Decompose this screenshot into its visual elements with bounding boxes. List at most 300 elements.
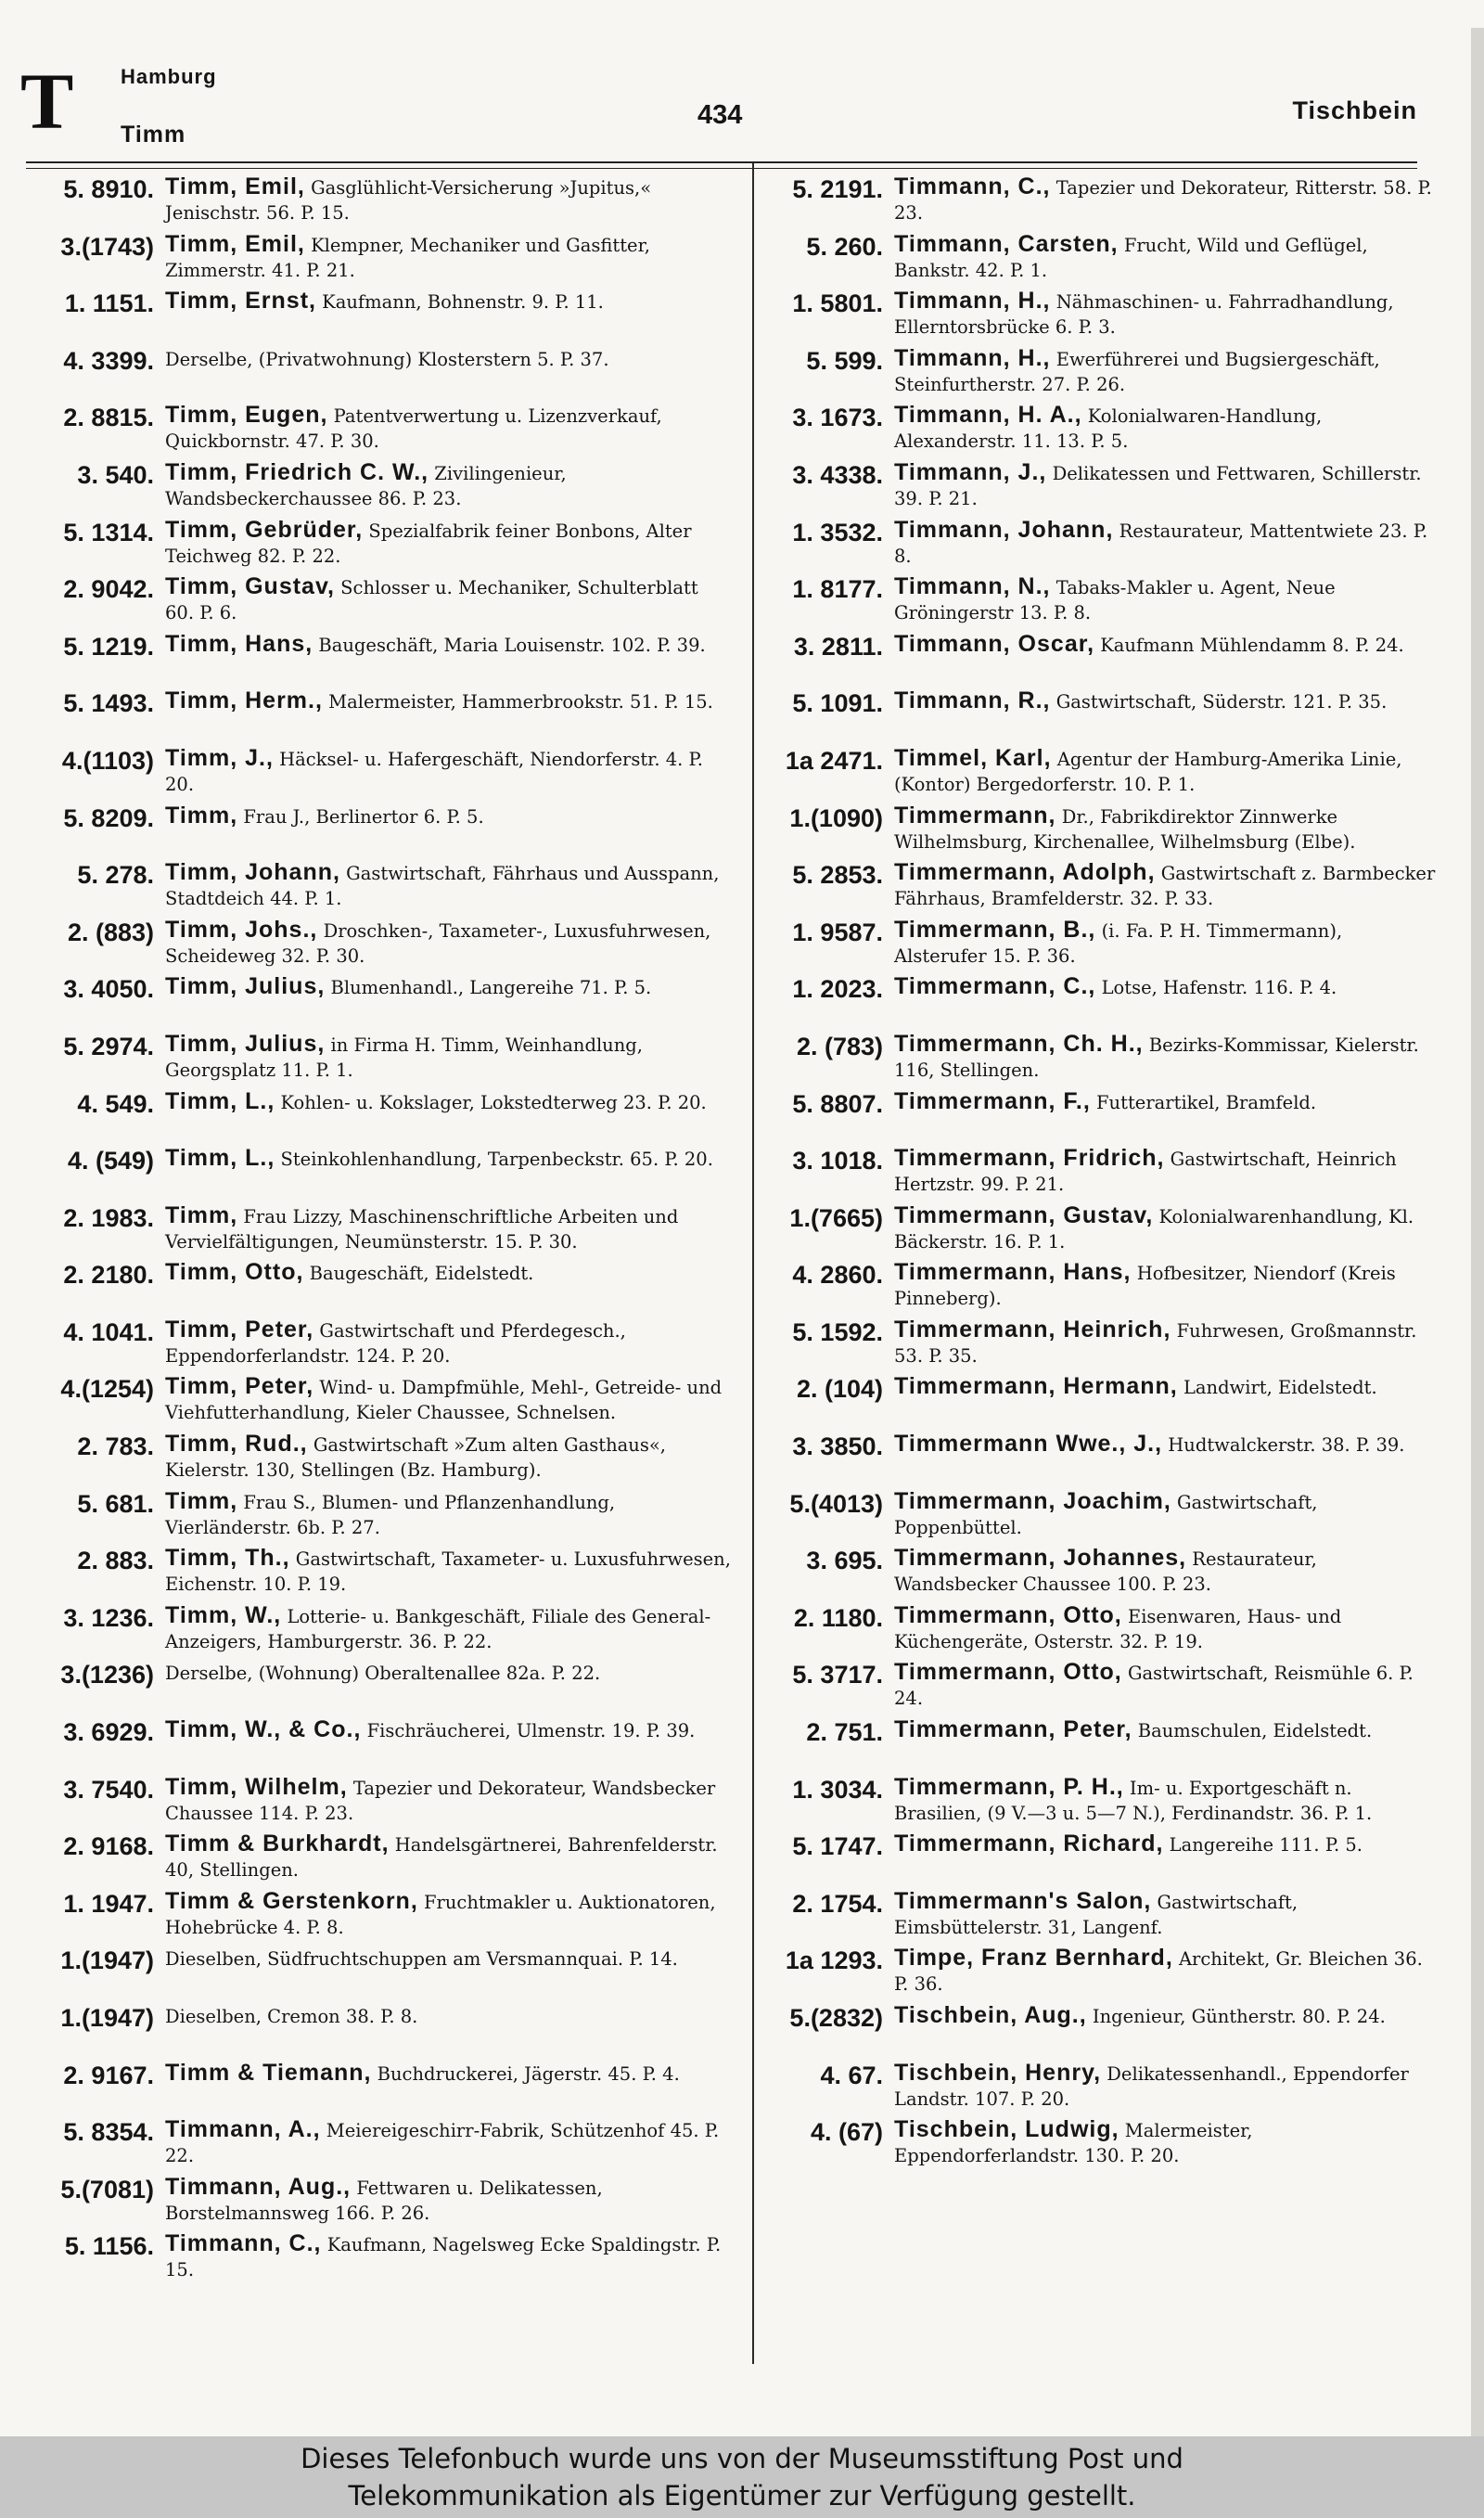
phone-number: 1.(1947) bbox=[60, 2004, 154, 2032]
subscriber-name: Timm, Peter, bbox=[165, 1316, 314, 1343]
phone-number: 3. 7540. bbox=[63, 1775, 154, 1804]
subscriber-detail: Kohlen- u. Kokslager, Lokstedterweg 23. P. 20. bbox=[280, 1091, 707, 1113]
subscriber-detail: Ingenieur, Güntherstr. 80. P. 24. bbox=[1092, 2006, 1386, 2027]
subscriber-name: Timm, Julius, bbox=[165, 973, 326, 1000]
phone-number: 1.(1947) bbox=[60, 1946, 154, 1975]
phone-number: 3. 3850. bbox=[792, 1432, 883, 1461]
subscriber-detail: Derselbe, (Wohnung) Oberaltenallee 82a. P. 22. bbox=[165, 1663, 601, 1685]
subscriber-name: Timmermann's Salon, bbox=[894, 1887, 1152, 1914]
subscriber-name: Timm, Hans, bbox=[165, 630, 313, 657]
phone-number: 4. (67) bbox=[810, 2118, 883, 2147]
phone-number: 1a 1293. bbox=[785, 1946, 883, 1975]
entry-text bbox=[894, 1144, 1438, 1197]
phone-number: 4.(1254) bbox=[60, 1375, 154, 1404]
subscriber-detail: Baugeschäft, Eidelstedt. bbox=[309, 1263, 534, 1285]
directory-entry bbox=[749, 1030, 1438, 1087]
directory-entry bbox=[26, 1544, 731, 1601]
phone-number: 1. 9587. bbox=[792, 918, 883, 946]
subscriber-detail: Gastwirtschaft »Zum alten Gasthaus«, Kielerstr. 130, Stellingen (Bz. Hamburg). bbox=[165, 1434, 666, 1482]
subscriber-detail: Hudtwalckerstr. 38. P. 39. bbox=[1168, 1434, 1405, 1457]
subscriber-detail: Dr., Fabrikdirektor Zinnwerke Wilhelmsburg, Kirchenallee, Wilhelmsburg (Elbe). bbox=[894, 805, 1356, 853]
entry-text bbox=[894, 230, 1438, 283]
page-number: 434 bbox=[697, 100, 743, 130]
directory-entry bbox=[26, 687, 731, 744]
directory-entry bbox=[749, 287, 1438, 344]
phone-number: 3. 4338. bbox=[792, 460, 883, 489]
entry-text bbox=[165, 1258, 731, 1286]
subscriber-detail: in Firma H. Timm, Weinhandlung, Georgsplatz 11. P. 1. bbox=[165, 1034, 643, 1081]
subscriber-detail: Nähmaschinen- u. Fahrradhandlung, Ellerntorsbrücke 6. P. 3. bbox=[894, 291, 1394, 339]
entry-text bbox=[165, 972, 731, 1000]
phone-number: 4. 3399. bbox=[63, 346, 154, 375]
entry-text bbox=[165, 802, 731, 829]
phone-number: 1. 5801. bbox=[792, 289, 883, 318]
subscriber-name: Timmermann, C., bbox=[894, 973, 1096, 1000]
directory-entry bbox=[26, 1944, 731, 2001]
entry-text bbox=[165, 1544, 731, 1597]
directory-entry bbox=[26, 1887, 731, 1945]
subscriber-name: Timm, Gebrüder, bbox=[165, 516, 364, 543]
entry-text bbox=[165, 1201, 731, 1254]
entry-text bbox=[165, 1715, 731, 1743]
subscriber-detail: Agentur der Hamburg-Amerika Linie, (Kontor) Bergedorferstr. 10. P. 1. bbox=[894, 748, 1402, 795]
entry-text bbox=[165, 630, 731, 658]
subscriber-detail: Kolonialwarenhandlung, Kl. Bäckerstr. 16. P. 1. bbox=[894, 1205, 1414, 1253]
phone-number: 5.(4013) bbox=[789, 1489, 883, 1518]
entry-text bbox=[165, 1087, 731, 1115]
subscriber-name: Timmermann, F., bbox=[894, 1087, 1091, 1114]
directory-entry bbox=[749, 1944, 1438, 2001]
subscriber-name: Timm, Johann, bbox=[165, 859, 340, 886]
subscriber-name: Timmermann, Johannes, bbox=[894, 1545, 1187, 1572]
subscriber-name: Timmann, Aug., bbox=[165, 2173, 352, 2200]
entry-text bbox=[165, 1030, 731, 1083]
entry-text bbox=[165, 687, 731, 714]
directory-entry bbox=[749, 2115, 1438, 2173]
subscriber-detail: Gastwirtschaft, Eimsbüttelerstr. 31, Langenf. bbox=[894, 1891, 1298, 1938]
subscriber-name: Timm & Tiemann, bbox=[165, 2059, 372, 2086]
entry-text bbox=[165, 2115, 731, 2168]
subscriber-detail: Tabaks-Makler u. Agent, Neue Gröningerstr 13. P. 8. bbox=[894, 577, 1336, 624]
subscriber-detail: Dieselben, Südfruchtschuppen am Versmannquai. P. 14. bbox=[165, 1948, 678, 1971]
footer-line-2: Telekommunikation als Eigentümer zur Verfügung gestellt. bbox=[348, 2480, 1136, 2512]
directory-entry bbox=[26, 572, 731, 630]
subscriber-detail: Landwirt, Eidelstedt. bbox=[1183, 1377, 1377, 1399]
subscriber-name: Timm, Wilhelm, bbox=[165, 1773, 348, 1800]
phone-number: 1. 3034. bbox=[792, 1775, 883, 1804]
subscriber-detail: Buchdruckerei, Jägerstr. 45. P. 4. bbox=[377, 2062, 680, 2085]
subscriber-name: Tischbein, Henry, bbox=[894, 2059, 1102, 2086]
subscriber-detail: Häcksel- u. Hafergeschäft, Niendorferstr. 4. P. 20. bbox=[165, 748, 703, 795]
directory-entry bbox=[749, 630, 1438, 687]
subscriber-detail: Klempner, Mechaniker und Gasfitter, Zimmerstr. 41. P. 21. bbox=[165, 234, 650, 281]
header-rule bbox=[26, 161, 1417, 169]
entry-text bbox=[165, 2059, 731, 2087]
subscriber-detail: Gastwirtschaft und Pferdegesch., Eppendorferlandstr. 124. P. 20. bbox=[165, 1319, 626, 1367]
subscriber-detail: Kaufmann Mühlendamm 8. P. 24. bbox=[1100, 634, 1404, 656]
subscriber-detail: Blumenhandl., Langereihe 71. P. 5. bbox=[330, 977, 652, 999]
subscriber-name: Timm, Friedrich C. W., bbox=[165, 458, 429, 485]
directory-entry bbox=[749, 972, 1438, 1030]
subscriber-detail: Spezialfabrik feiner Bonbons, Alter Teichweg 82. P. 22. bbox=[165, 520, 692, 567]
subscriber-detail: (i. Fa. P. H. Timmermann), Alsterufer 15. P. 36. bbox=[894, 919, 1343, 967]
entry-text bbox=[165, 858, 731, 911]
subscriber-name: Timmermann, bbox=[894, 802, 1056, 829]
phone-number: 2. 9168. bbox=[63, 1832, 154, 1861]
subscriber-name: Timm, J., bbox=[165, 744, 274, 771]
subscriber-detail: Zivilingenieur, Wandsbeckerchaussee 86. P. 23. bbox=[165, 462, 567, 509]
subscriber-name: Timm, Herm., bbox=[165, 687, 323, 714]
directory-entry bbox=[749, 1144, 1438, 1201]
directory-entry bbox=[749, 344, 1438, 402]
subscriber-detail: Gastwirtschaft, Taxameter- u. Luxusfuhrwesen, Eichenstr. 10. P. 19. bbox=[165, 1548, 731, 1596]
subscriber-name: Timmann, H., bbox=[894, 288, 1051, 315]
subscriber-name: Timm, bbox=[165, 1487, 238, 1514]
page-edge bbox=[1471, 28, 1484, 2436]
phone-number: 5.(2832) bbox=[789, 2004, 883, 2032]
directory-entry bbox=[749, 572, 1438, 630]
phone-number: 5. 1156. bbox=[64, 2232, 154, 2261]
subscriber-detail: Frucht, Wild und Geflügel, Bankstr. 42. P. 1. bbox=[894, 234, 1368, 281]
phone-number: 5. 8807. bbox=[792, 1089, 883, 1118]
directory-entry bbox=[749, 1316, 1438, 1373]
phone-number: 1.(1090) bbox=[789, 803, 883, 832]
directory-entry bbox=[26, 1715, 731, 1773]
entry-text bbox=[165, 344, 731, 372]
phone-number: 3. 1018. bbox=[792, 1147, 883, 1175]
directory-entry bbox=[26, 173, 731, 230]
directory-entry bbox=[749, 1544, 1438, 1601]
phone-number: 5. 1314. bbox=[63, 518, 154, 546]
directory-entry bbox=[749, 173, 1438, 230]
directory-entry bbox=[26, 1601, 731, 1659]
entry-text bbox=[165, 1430, 731, 1483]
directory-entry bbox=[749, 1773, 1438, 1831]
entry-text bbox=[894, 572, 1438, 625]
directory-entry bbox=[26, 972, 731, 1030]
phone-number: 5. 2853. bbox=[792, 861, 883, 890]
subscriber-detail: Ewerführerei und Bugsiergeschäft, Steinfurtherstr. 27. P. 26. bbox=[894, 348, 1380, 395]
phone-number: 5. 2191. bbox=[792, 175, 883, 203]
subscriber-name: Timmermann, Richard, bbox=[894, 1831, 1164, 1857]
subscriber-name: Timmann, Carsten, bbox=[894, 230, 1119, 257]
subscriber-detail: Hofbesitzer, Niendorf (Kreis Pinneberg). bbox=[894, 1263, 1396, 1310]
phone-number: 5. 260. bbox=[806, 232, 883, 261]
directory-entry bbox=[26, 802, 731, 859]
subscriber-detail: Lotterie- u. Bankgeschäft, Filiale des General-Anzeigers, Hamburgerstr. 36. P. 22. bbox=[165, 1605, 711, 1652]
entry-text bbox=[894, 1258, 1438, 1311]
entry-text bbox=[894, 1944, 1438, 1997]
directory-entry bbox=[26, 1658, 731, 1715]
subscriber-detail: Eisenwaren, Haus- und Küchengeräte, Osterstr. 32. P. 19. bbox=[894, 1605, 1342, 1652]
entry-text bbox=[165, 1372, 731, 1425]
subscriber-detail: Gastwirtschaft z. Barmbecker Fährhaus, Bramfelderstr. 32. P. 33. bbox=[894, 863, 1436, 910]
subscriber-name: Timm, Eugen, bbox=[165, 402, 328, 429]
subscriber-detail: Langereihe 111. P. 5. bbox=[1169, 1834, 1362, 1856]
phone-number: 1. 8177. bbox=[792, 575, 883, 604]
directory-entry bbox=[26, 1087, 731, 1145]
phone-number: 4. 1041. bbox=[63, 1317, 154, 1346]
subscriber-detail: Bezirks-Kommissar, Kielerstr. 116, Stellingen. bbox=[894, 1034, 1419, 1081]
subscriber-detail: Frau Lizzy, Maschinenschriftliche Arbeiten und Vervielfältigungen, Neumünsterstr. 15. P. 30. bbox=[165, 1205, 679, 1253]
subscriber-detail: Frau J., Berlinertor 6. P. 5. bbox=[243, 805, 484, 828]
subscriber-name: Timmermann, Otto, bbox=[894, 1601, 1122, 1628]
entry-text bbox=[165, 1601, 731, 1654]
directory-entry bbox=[26, 2115, 731, 2173]
phone-number: 5. 278. bbox=[77, 861, 154, 890]
subscriber-detail: Kaufmann, Bohnenstr. 9. P. 11. bbox=[322, 291, 604, 314]
directory-entry bbox=[26, 458, 731, 516]
subscriber-name: Timmermann, Ch. H., bbox=[894, 1030, 1144, 1057]
phone-number: 2. 9167. bbox=[63, 2061, 154, 2089]
entry-text bbox=[894, 630, 1438, 658]
directory-entry bbox=[749, 1372, 1438, 1430]
subscriber-name: Timm, Otto, bbox=[165, 1259, 304, 1286]
directory-entry bbox=[749, 1830, 1438, 1887]
subscriber-name: Timmann, J., bbox=[894, 458, 1047, 485]
directory-entry bbox=[26, 1144, 731, 1201]
entry-text bbox=[894, 858, 1438, 911]
subscriber-detail: Im- u. Exportgeschäft n. Brasilien, (9 V.—3 u. 5—7 N.), Ferdinandstr. 36. P. 1. bbox=[894, 1777, 1373, 1824]
subscriber-detail: Steinkohlenhandlung, Tarpenbeckstr. 65. P. 20. bbox=[280, 1149, 713, 1171]
subscriber-name: Tischbein, Aug., bbox=[894, 2002, 1087, 2028]
phone-number: 4. 549. bbox=[77, 1089, 154, 1118]
entry-text bbox=[165, 1830, 731, 1882]
entry-text bbox=[894, 1372, 1438, 1400]
phone-number: 1. 2023. bbox=[792, 975, 883, 1004]
phone-number: 2. 9042. bbox=[63, 575, 154, 604]
subscriber-name: Timmann, A., bbox=[165, 2116, 321, 2143]
phone-number: 3. 6929. bbox=[63, 1718, 154, 1747]
phone-number: 1a 2471. bbox=[785, 746, 883, 775]
footer-line-1: Dieses Telefonbuch wurde uns von der Museumsstiftung Post und bbox=[301, 2443, 1183, 2474]
directory-entry bbox=[749, 744, 1438, 802]
subscriber-name: Timmermann Wwe., J., bbox=[894, 1431, 1163, 1458]
entry-text bbox=[165, 916, 731, 969]
entry-text bbox=[894, 401, 1438, 454]
subscriber-name: Timm, Emil, bbox=[165, 173, 305, 199]
entry-text bbox=[894, 516, 1438, 569]
entry-text bbox=[165, 1944, 731, 1972]
directory-entry bbox=[26, 1316, 731, 1373]
subscriber-name: Timmermann, Heinrich, bbox=[894, 1316, 1171, 1343]
entry-text bbox=[894, 458, 1438, 511]
phone-number: 3. 695. bbox=[806, 1547, 883, 1575]
subscriber-detail: Handelsgärtnerei, Bahrenfelderstr. 40, Stellingen. bbox=[165, 1834, 718, 1882]
directory-entry bbox=[749, 458, 1438, 516]
phone-number: 2. 751. bbox=[806, 1718, 883, 1747]
directory-entry bbox=[26, 230, 731, 288]
subscriber-detail: Frau S., Blumen- und Pflanzenhandlung, Vierländerstr. 6b. P. 27. bbox=[165, 1491, 616, 1538]
subscriber-detail: Gastwirtschaft, Reismühle 6. P. 24. bbox=[894, 1663, 1414, 1710]
phone-number: 5. 1219. bbox=[63, 632, 154, 661]
directory-entry bbox=[26, 1201, 731, 1259]
phone-number: 5. 599. bbox=[806, 346, 883, 375]
entry-text bbox=[894, 1430, 1438, 1458]
subscriber-detail: Fruchtmakler u. Auktionatoren, Hohebrücke 4. P. 8. bbox=[165, 1891, 716, 1938]
entry-text bbox=[894, 2001, 1438, 2029]
entry-text bbox=[894, 2059, 1438, 2112]
entry-text bbox=[894, 916, 1438, 969]
entry-text bbox=[165, 458, 731, 511]
entry-text bbox=[894, 687, 1438, 714]
subscriber-name: Timpe, Franz Bernhard, bbox=[894, 1945, 1173, 1972]
subscriber-name: Timm & Gerstenkorn, bbox=[165, 1887, 418, 1914]
phone-number: 5. 1091. bbox=[792, 689, 883, 718]
subscriber-detail: Gastwirtschaft, Poppenbüttel. bbox=[894, 1491, 1318, 1538]
subscriber-detail: Gastwirtschaft, Heinrich Hertzstr. 99. P. 21. bbox=[894, 1149, 1397, 1196]
directory-entry bbox=[749, 916, 1438, 973]
phone-number: 2. 783. bbox=[77, 1432, 154, 1461]
subscriber-name: Timmel, Karl, bbox=[894, 744, 1052, 771]
entry-text bbox=[894, 1830, 1438, 1857]
subscriber-name: Timm, Julius, bbox=[165, 1030, 326, 1057]
subscriber-detail: Patentverwertung u. Lizenzverkauf, Quickbornstr. 47. P. 30. bbox=[165, 405, 662, 453]
entry-text bbox=[165, 2229, 731, 2282]
directory-entry bbox=[749, 1887, 1438, 1945]
directory-entry bbox=[26, 1830, 731, 1887]
phone-number: 4.(1103) bbox=[61, 746, 154, 775]
entry-text bbox=[165, 744, 731, 797]
subscriber-name: Timmermann, Joachim, bbox=[894, 1487, 1171, 1514]
directory-entry bbox=[749, 1601, 1438, 1659]
subscriber-name: Timmann, Johann, bbox=[894, 516, 1114, 543]
right-column bbox=[749, 173, 1438, 2173]
subscriber-name: Timmann, C., bbox=[894, 173, 1051, 199]
directory-entry bbox=[749, 516, 1438, 573]
subscriber-name: Timmermann, Hermann, bbox=[894, 1373, 1178, 1400]
phone-number: 3. 1236. bbox=[63, 1603, 154, 1632]
phone-number: 5. 2974. bbox=[63, 1032, 154, 1060]
city-label: Hamburg bbox=[121, 65, 217, 88]
directory-entry bbox=[749, 1430, 1438, 1487]
entry-text bbox=[165, 230, 731, 283]
phone-number: 1.(7665) bbox=[789, 1203, 883, 1232]
subscriber-detail: Baugeschäft, Maria Louisenstr. 102. P. 39. bbox=[318, 634, 706, 656]
entry-text bbox=[894, 344, 1438, 397]
subscriber-name: Timmermann, Fridrich, bbox=[894, 1145, 1165, 1172]
directory-entry bbox=[26, 744, 731, 802]
entry-text bbox=[165, 287, 731, 315]
phone-number: 3. 540. bbox=[77, 460, 154, 489]
subscriber-detail: Fuhrwesen, Großmannstr. 53. P. 35. bbox=[894, 1319, 1417, 1367]
subscriber-name: Timmermann, Otto, bbox=[894, 1659, 1122, 1686]
subscriber-name: Timm, Th., bbox=[165, 1545, 290, 1572]
subscriber-detail: Lotse, Hafenstr. 116. P. 4. bbox=[1101, 977, 1337, 999]
subscriber-name: Timm, Johs., bbox=[165, 916, 318, 943]
subscriber-name: Timm, bbox=[165, 1201, 238, 1228]
phone-number: 5. 681. bbox=[77, 1489, 154, 1518]
directory-entry bbox=[749, 1258, 1438, 1316]
directory-entry bbox=[26, 1030, 731, 1087]
subscriber-name: Timm, Peter, bbox=[165, 1373, 314, 1400]
subscriber-name: Tischbein, Ludwig, bbox=[894, 2116, 1119, 2143]
subscriber-name: Timmann, N., bbox=[894, 573, 1051, 600]
phone-number: 5. 8910. bbox=[63, 175, 154, 203]
subscriber-detail: Wind- u. Dampfmühle, Mehl-, Getreide- und Viehfutterhandlung, Kieler Chaussee, Schnelsen. bbox=[165, 1377, 723, 1424]
directory-entry bbox=[26, 2001, 731, 2059]
entry-text bbox=[165, 173, 731, 225]
directory-entry bbox=[26, 916, 731, 973]
phone-number: 5. 1493. bbox=[63, 689, 154, 718]
phone-number: 4. 67. bbox=[820, 2061, 883, 2089]
entry-text bbox=[894, 1087, 1438, 1115]
subscriber-name: Timmermann, Peter, bbox=[894, 1716, 1132, 1743]
subscriber-detail: Gasglühlicht-Versicherung »Jupitus,« Jenischstr. 56. P. 15. bbox=[165, 177, 652, 224]
directory-entry bbox=[26, 2059, 731, 2116]
phone-number: 3.(1236) bbox=[60, 1661, 154, 1689]
subscriber-name: Timm, Ernst, bbox=[165, 288, 316, 315]
subscriber-detail: Gastwirtschaft, Fährhaus und Ausspann, Stadtdeich 44. P. 1. bbox=[165, 863, 720, 910]
entry-text bbox=[165, 572, 731, 625]
phone-number: 5. 8354. bbox=[63, 2118, 154, 2147]
directory-entry bbox=[749, 1087, 1438, 1145]
subscriber-detail: Fischräucherei, Ulmenstr. 19. P. 39. bbox=[366, 1720, 696, 1742]
subscriber-name: Timm, L., bbox=[165, 1087, 275, 1114]
entry-text bbox=[165, 1887, 731, 1940]
subscriber-name: Timm, Rud., bbox=[165, 1431, 308, 1458]
entry-text bbox=[165, 2173, 731, 2226]
subscriber-detail: Derselbe, (Privatwohnung) Klosterstern 5. P. 37. bbox=[165, 348, 609, 370]
entry-text bbox=[165, 516, 731, 569]
subscriber-name: Timm, Gustav, bbox=[165, 573, 335, 600]
subscriber-name: Timmann, R., bbox=[894, 687, 1051, 714]
directory-entry bbox=[749, 858, 1438, 916]
entry-text bbox=[894, 1715, 1438, 1743]
phone-number: 3. 4050. bbox=[63, 975, 154, 1004]
entry-text bbox=[894, 744, 1438, 797]
entry-text bbox=[894, 1201, 1438, 1254]
entry-text bbox=[894, 1316, 1438, 1368]
directory-entry bbox=[26, 344, 731, 402]
subscriber-detail: Malermeister, Hammerbrookstr. 51. P. 15. bbox=[328, 691, 713, 713]
subscriber-detail: Restaurateur, Mattentwiete 23. P. 8. bbox=[894, 520, 1428, 567]
phone-number: 3. 1673. bbox=[792, 404, 883, 432]
directory-entry bbox=[749, 401, 1438, 458]
phone-number: 3.(1743) bbox=[60, 232, 154, 261]
directory-entry bbox=[749, 1487, 1438, 1545]
subscriber-name: Timm, bbox=[165, 802, 238, 829]
phone-number: 5. 3717. bbox=[792, 1661, 883, 1689]
subscriber-detail: Baumschulen, Eidelstedt. bbox=[1137, 1720, 1373, 1742]
last-name-guide: Tischbein bbox=[1292, 96, 1417, 124]
directory-entry bbox=[749, 802, 1438, 859]
subscriber-name: Timm, W., & Co., bbox=[165, 1716, 362, 1743]
phone-number: 2. 1983. bbox=[63, 1203, 154, 1232]
phone-number: 2. 1180. bbox=[793, 1603, 883, 1632]
phone-number: 1. 1151. bbox=[64, 289, 154, 318]
phone-number: 2. 1754. bbox=[792, 1889, 883, 1918]
subscriber-name: Timmermann, B., bbox=[894, 916, 1096, 943]
subscriber-detail: Restaurateur, Wandsbecker Chaussee 100. P. 23. bbox=[894, 1548, 1317, 1596]
subscriber-detail: Futterartikel, Bramfeld. bbox=[1096, 1091, 1317, 1113]
subscriber-name: Timmermann, Hans, bbox=[894, 1259, 1132, 1286]
subscriber-name: Timmann, H. A., bbox=[894, 402, 1082, 429]
entry-text bbox=[165, 401, 731, 454]
entry-text bbox=[894, 802, 1438, 854]
phone-number: 3. 2811. bbox=[793, 632, 883, 661]
subscriber-detail: Fettwaren u. Delikatessen, Borstelmannsweg 166. P. 26. bbox=[165, 2177, 603, 2224]
subscriber-name: Timm, Emil, bbox=[165, 230, 305, 257]
entry-text bbox=[165, 1658, 731, 1686]
phone-number: 5. 1747. bbox=[792, 1832, 883, 1861]
phone-number: 1. 3532. bbox=[792, 518, 883, 546]
subscriber-detail: Tapezier und Dekorateur, Ritterstr. 58. P. 23. bbox=[894, 177, 1432, 224]
subscriber-name: Timm & Burkhardt, bbox=[165, 1831, 390, 1857]
footer-notice bbox=[0, 2436, 1484, 2518]
phone-number: 2. 883. bbox=[77, 1547, 154, 1575]
directory-entry bbox=[749, 2059, 1438, 2116]
